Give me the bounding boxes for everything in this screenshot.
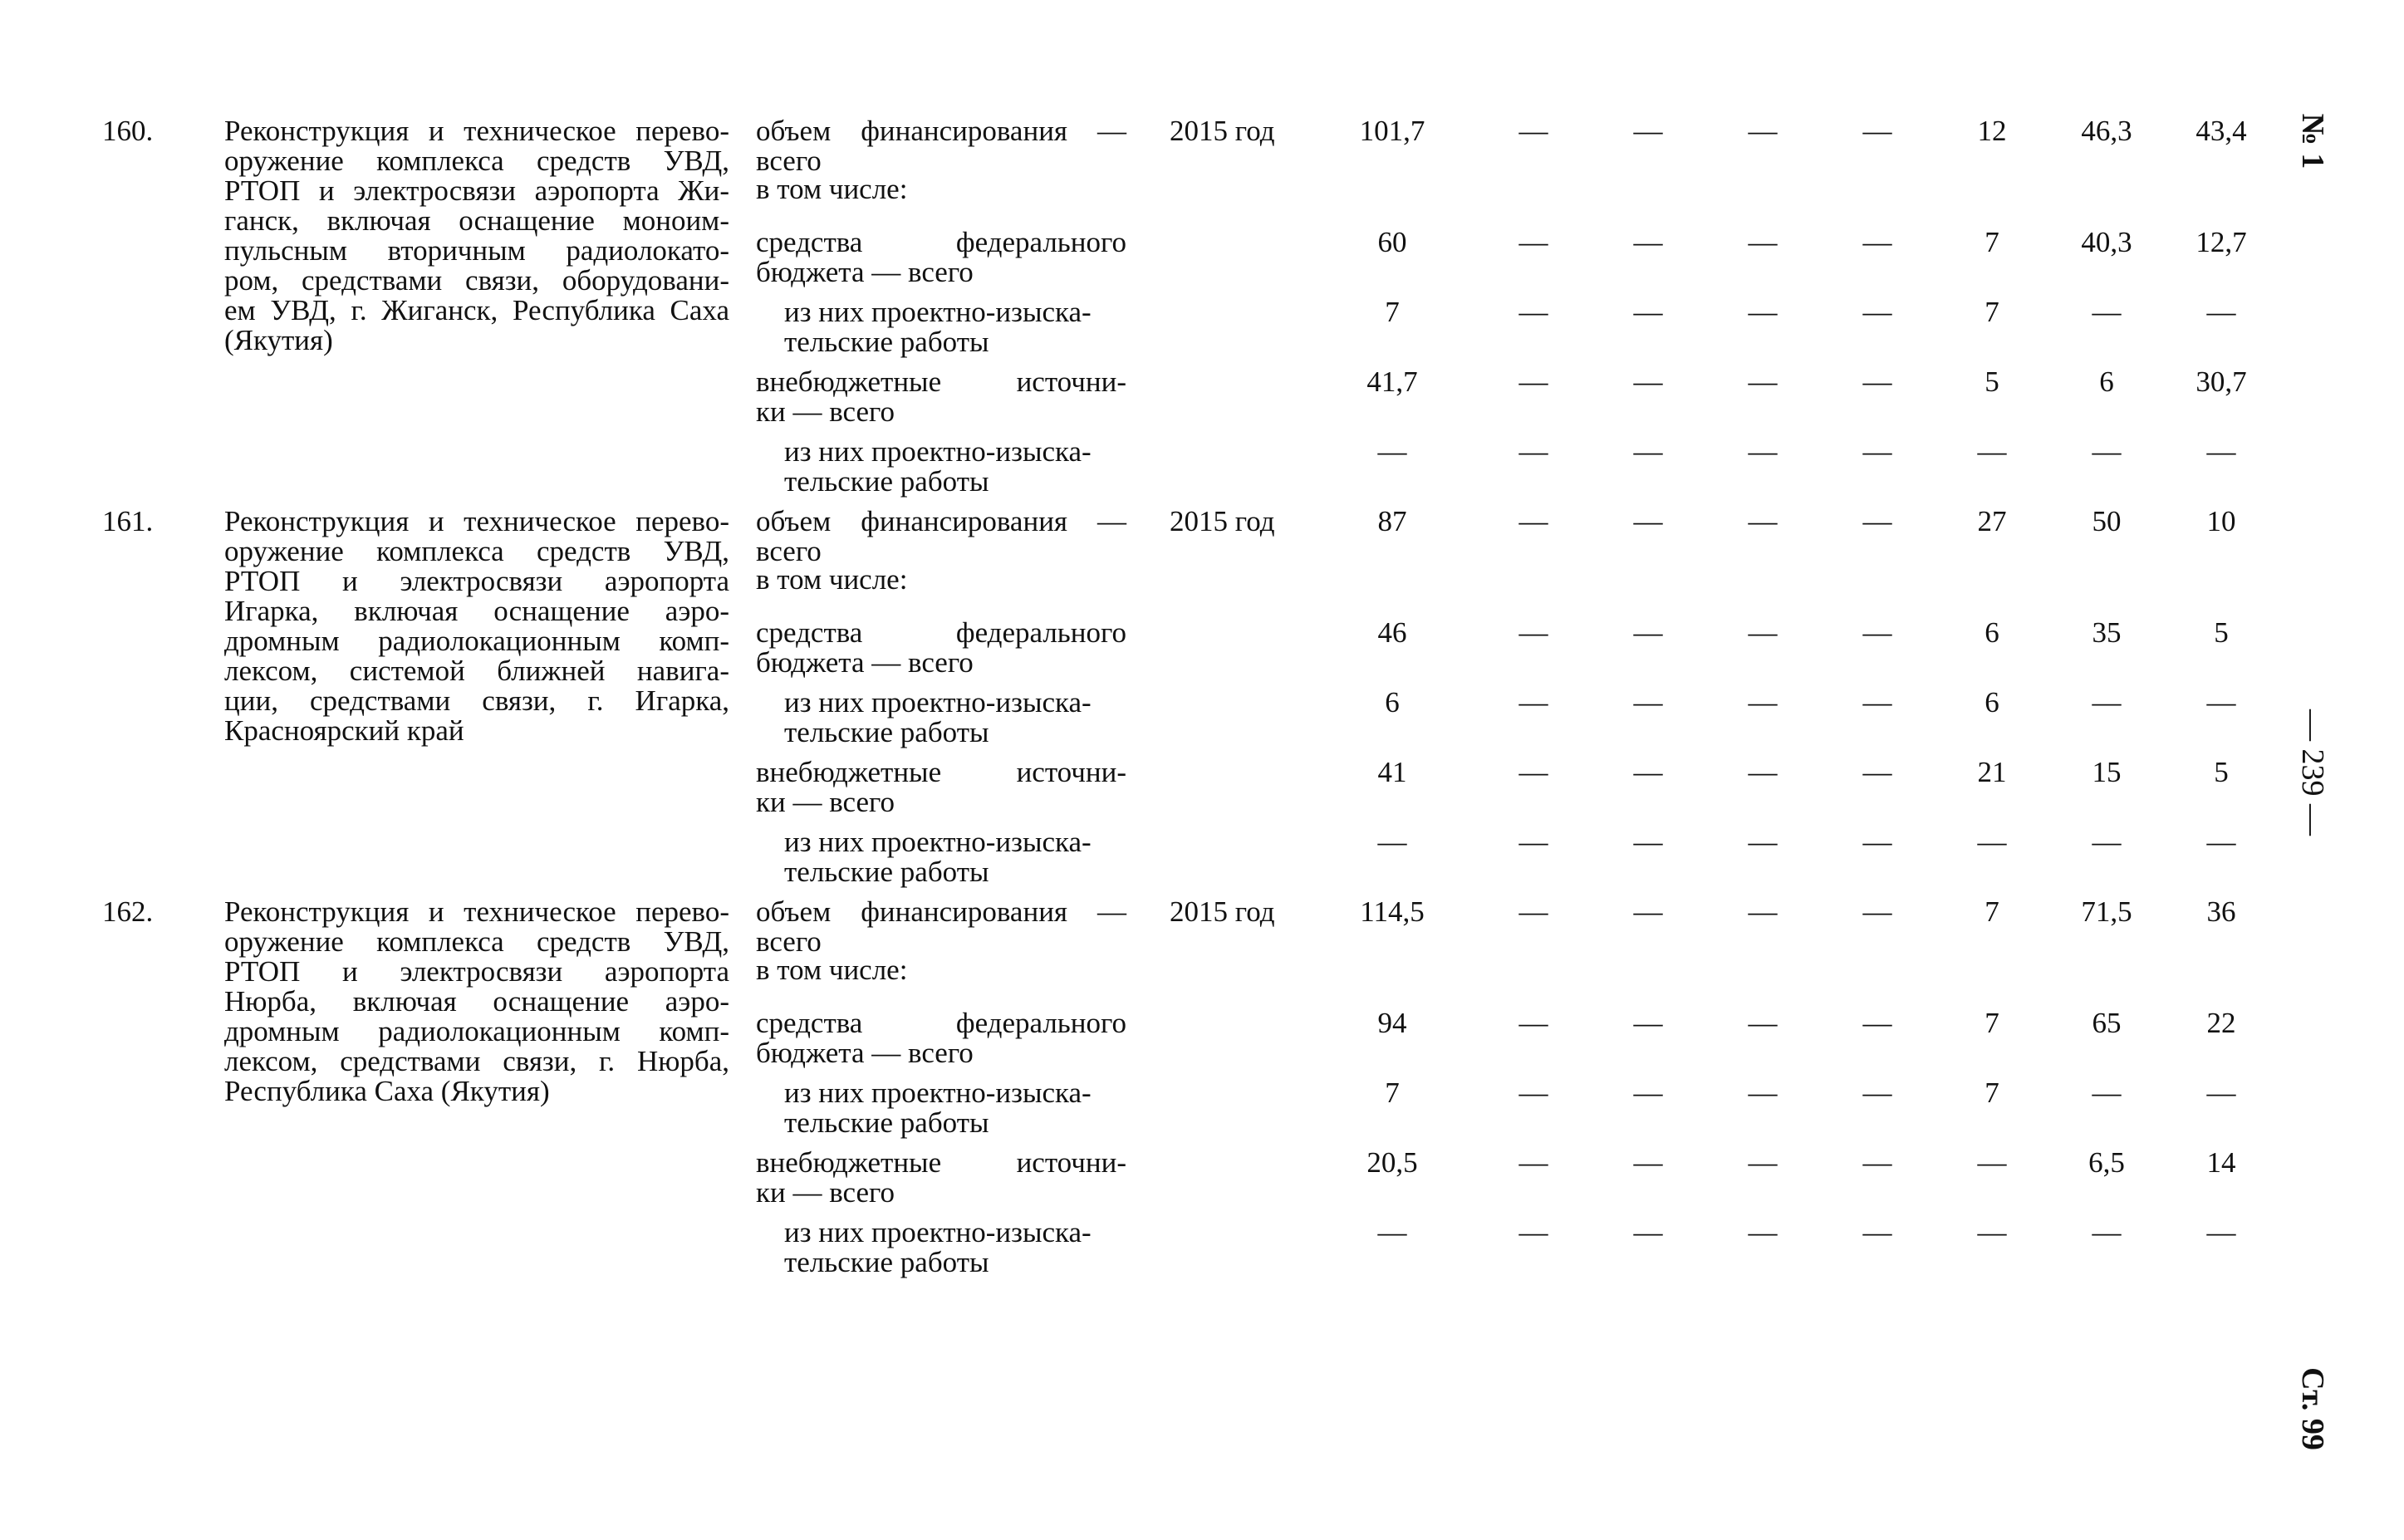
row-label-line: тельские работы	[784, 465, 989, 498]
description-line: дромным радиолокационным комп-	[224, 1015, 729, 1047]
value-cell: 7	[1985, 296, 1999, 328]
row-label-line: в том числе:	[756, 173, 908, 205]
value-cell: 41	[1377, 756, 1407, 788]
value-cell: —	[1518, 756, 1548, 788]
description-line: РТОП и электросвязи аэропорта	[224, 565, 729, 597]
description-line: лексом, средствами связи, г. Нюрба,	[224, 1045, 729, 1077]
description-line: Игарка, включая оснащение аэро-	[224, 595, 729, 627]
value-cell: —	[2206, 826, 2236, 858]
value-cell: 6	[2099, 365, 2114, 398]
value-cell: —	[1377, 1216, 1407, 1248]
description-line: дромным радиолокационным комп-	[224, 625, 729, 657]
value-cell: —	[1748, 826, 1778, 858]
value-cell: —	[1748, 1146, 1778, 1179]
row-label-line: тельские работы	[784, 1246, 989, 1278]
row-label	[756, 955, 1126, 985]
value-cell: —	[1862, 826, 1892, 858]
value-cell: —	[1633, 895, 1663, 928]
value-cell: —	[1518, 686, 1548, 719]
description-line: Нюрба, включая оснащение аэро-	[224, 985, 729, 1018]
value-cell: —	[1377, 826, 1407, 858]
value-cell: —	[1518, 435, 1548, 468]
row-label-line: тельские работы	[784, 326, 989, 358]
table-entry	[0, 507, 2404, 897]
value-cell: —	[2206, 686, 2236, 719]
row-label	[784, 827, 1126, 887]
value-cell: —	[1518, 895, 1548, 928]
value-cell: —	[1518, 616, 1548, 649]
value-cell: 71,5	[2081, 895, 2132, 928]
value-cell: 41,7	[1366, 365, 1418, 398]
table-entry	[0, 897, 2404, 1287]
row-label-line: объем финансирования —	[756, 505, 1126, 537]
value-cell: —	[1862, 895, 1892, 928]
value-cell: —	[1748, 1007, 1778, 1039]
value-cell: —	[1518, 1077, 1548, 1109]
value-cell: —	[1633, 686, 1663, 719]
row-label-line: объем финансирования —	[756, 895, 1126, 928]
value-cell: —	[1633, 826, 1663, 858]
row-label	[756, 228, 1126, 287]
row-label	[784, 1078, 1126, 1138]
row-label	[784, 688, 1126, 748]
value-cell: —	[1748, 435, 1778, 468]
value-cell: —	[1862, 1146, 1892, 1179]
value-cell: —	[1518, 365, 1548, 398]
issue-number: № 1	[2295, 113, 2330, 169]
value-cell: —	[1748, 226, 1778, 258]
row-label-line: ки — всего	[756, 395, 895, 428]
row-label-line: средства федерального	[756, 1007, 1126, 1039]
value-cell: —	[1518, 296, 1548, 328]
value-cell: —	[1748, 365, 1778, 398]
description-line: ганск, включая оснащение моноим-	[224, 204, 729, 237]
row-label-line: внебюджетные источни-	[756, 365, 1126, 398]
description-line: РТОП и электросвязи аэропорта Жи-	[224, 174, 729, 207]
entry-year: 2015 год	[1170, 505, 1275, 537]
value-cell: 6	[1985, 616, 1999, 649]
row-label-line: всего	[756, 925, 822, 958]
value-cell: 7	[1385, 1077, 1400, 1109]
row-label-line: из них проектно-изыска-	[784, 435, 1092, 468]
description-line: ем УВД, г. Жиганск, Республика Саха	[224, 294, 729, 326]
description-line: (Якутия)	[224, 324, 333, 356]
entry-description	[224, 507, 729, 746]
row-label-line: в том числе:	[756, 563, 908, 596]
value-cell: 35	[2092, 616, 2122, 649]
value-cell: 50	[2092, 505, 2122, 537]
value-cell: —	[1633, 756, 1663, 788]
value-cell: —	[2206, 435, 2236, 468]
row-label	[756, 1148, 1126, 1208]
value-cell: —	[1633, 616, 1663, 649]
value-cell: —	[1748, 616, 1778, 649]
row-label-line: в том числе:	[756, 954, 908, 986]
description-line: оружение комплекса средств УВД,	[224, 925, 729, 958]
value-cell: 5	[2214, 616, 2229, 649]
value-cell: —	[1977, 1216, 2007, 1248]
entry-description	[224, 897, 729, 1106]
value-cell: —	[2092, 1077, 2122, 1109]
value-cell: —	[1977, 826, 2007, 858]
value-cell: —	[1377, 435, 1407, 468]
value-cell: 101,7	[1359, 115, 1425, 147]
value-cell: —	[1862, 435, 1892, 468]
value-cell: 30,7	[2195, 365, 2247, 398]
entry-number: 161.	[102, 505, 154, 537]
value-cell: —	[1977, 435, 2007, 468]
value-cell: —	[1862, 616, 1892, 649]
value-cell: —	[1748, 686, 1778, 719]
value-cell: —	[2092, 1216, 2122, 1248]
value-cell: 36	[2206, 895, 2236, 928]
value-cell: —	[1862, 1007, 1892, 1039]
row-label-line: из них проектно-изыска-	[784, 686, 1092, 719]
row-label-line: из них проектно-изыска-	[784, 826, 1092, 858]
row-label	[756, 758, 1126, 817]
value-cell: 6	[1385, 686, 1400, 719]
row-label	[784, 1218, 1126, 1278]
value-cell: 6	[1985, 686, 1999, 719]
description-line: ции, средствами связи, г. Игарка,	[224, 684, 729, 717]
value-cell: —	[2206, 296, 2236, 328]
row-label-line: ки — всего	[756, 1176, 895, 1209]
value-cell: 27	[1977, 505, 2007, 537]
entry-number: 162.	[102, 895, 154, 928]
value-cell: —	[1748, 1216, 1778, 1248]
value-cell: —	[1748, 115, 1778, 147]
value-cell: 43,4	[2195, 115, 2247, 147]
value-cell: —	[1633, 435, 1663, 468]
value-cell: 12	[1977, 115, 2007, 147]
value-cell: 94	[1377, 1007, 1407, 1039]
value-cell: 5	[1985, 365, 1999, 398]
row-label	[756, 565, 1126, 595]
value-cell: 21	[1977, 756, 2007, 788]
page-number: — 239 —	[2295, 709, 2330, 836]
value-cell: —	[2092, 435, 2122, 468]
value-cell: —	[1633, 296, 1663, 328]
row-label-line: из них проектно-изыска-	[784, 296, 1092, 328]
value-cell: —	[1633, 365, 1663, 398]
value-cell: 65	[2092, 1007, 2122, 1039]
description-line: Реконструкция и техническое перево-	[224, 895, 729, 928]
value-cell: —	[1977, 1146, 2007, 1179]
value-cell: —	[2206, 1077, 2236, 1109]
row-label	[756, 116, 1126, 176]
value-cell: —	[2092, 826, 2122, 858]
value-cell: —	[1748, 505, 1778, 537]
value-cell: —	[1633, 1146, 1663, 1179]
row-label-line: внебюджетные источни-	[756, 1146, 1126, 1179]
value-cell: —	[1633, 1007, 1663, 1039]
description-line: пульсным вторичным радиолокато-	[224, 234, 729, 267]
row-label-line: средства федерального	[756, 226, 1126, 258]
row-label-line: тельские работы	[784, 856, 989, 888]
description-line: РТОП и электросвязи аэропорта	[224, 955, 729, 988]
description-line: оружение комплекса средств УВД,	[224, 535, 729, 567]
row-label	[784, 437, 1126, 497]
row-label-line: из них проектно-изыска-	[784, 1077, 1092, 1109]
value-cell: —	[1518, 505, 1548, 537]
value-cell: —	[1518, 226, 1548, 258]
description-line: Реконструкция и техническое перево-	[224, 505, 729, 537]
row-label-line: бюджета — всего	[756, 646, 974, 679]
entry-year: 2015 год	[1170, 115, 1275, 147]
value-cell: —	[1862, 226, 1892, 258]
value-cell: —	[2092, 296, 2122, 328]
entry-year: 2015 год	[1170, 895, 1275, 928]
value-cell: —	[2092, 686, 2122, 719]
value-cell: 20,5	[1366, 1146, 1418, 1179]
description-line: Красноярский край	[224, 714, 464, 747]
value-cell: 10	[2206, 505, 2236, 537]
value-cell: 7	[1985, 1077, 1999, 1109]
row-label	[756, 897, 1126, 957]
value-cell: —	[1633, 115, 1663, 147]
value-cell: 12,7	[2195, 226, 2247, 258]
row-label-line: всего	[756, 145, 822, 177]
value-cell: —	[1748, 1077, 1778, 1109]
value-cell: —	[1633, 505, 1663, 537]
row-label	[756, 507, 1126, 566]
row-label-line: бюджета — всего	[756, 1037, 974, 1069]
entry-description	[224, 116, 729, 356]
value-cell: 5	[2214, 756, 2229, 788]
value-cell: —	[1862, 365, 1892, 398]
value-cell: 7	[1985, 895, 1999, 928]
value-cell: —	[1633, 1077, 1663, 1109]
value-cell: 7	[1985, 226, 1999, 258]
value-cell: —	[1862, 1216, 1892, 1248]
description-line: Реконструкция и техническое перево-	[224, 115, 729, 147]
row-label	[756, 1008, 1126, 1068]
row-label-line: внебюджетные источни-	[756, 756, 1126, 788]
value-cell: 46	[1377, 616, 1407, 649]
row-label	[756, 174, 1126, 204]
row-label-line: тельские работы	[784, 1106, 989, 1139]
value-cell: 40,3	[2081, 226, 2132, 258]
value-cell: —	[1862, 756, 1892, 788]
row-label-line: бюджета — всего	[756, 256, 974, 288]
value-cell: 22	[2206, 1007, 2236, 1039]
description-line: ром, средствами связи, оборудовани-	[224, 264, 729, 297]
row-label-line: средства федерального	[756, 616, 1126, 649]
value-cell: —	[1748, 296, 1778, 328]
row-label-line: из них проектно-изыска-	[784, 1216, 1092, 1248]
value-cell: 87	[1377, 505, 1407, 537]
value-cell: 114,5	[1360, 895, 1425, 928]
description-line: Республика Саха (Якутия)	[224, 1075, 550, 1107]
value-cell: 6,5	[2088, 1146, 2125, 1179]
value-cell: —	[1518, 1216, 1548, 1248]
value-cell: —	[1633, 1216, 1663, 1248]
value-cell: 14	[2206, 1146, 2236, 1179]
value-cell: —	[1862, 296, 1892, 328]
row-label-line: ки — всего	[756, 786, 895, 818]
value-cell: —	[1518, 1007, 1548, 1039]
value-cell: —	[1518, 1146, 1548, 1179]
row-label	[756, 618, 1126, 678]
value-cell: 60	[1377, 226, 1407, 258]
value-cell: —	[1862, 1077, 1892, 1109]
value-cell: 7	[1985, 1007, 1999, 1039]
entry-number: 160.	[102, 115, 154, 147]
value-cell: —	[1518, 826, 1548, 858]
row-label-line: объем финансирования —	[756, 115, 1126, 147]
article-number: Ст. 99	[2295, 1367, 2330, 1450]
value-cell: 46,3	[2081, 115, 2132, 147]
value-cell: —	[2206, 1216, 2236, 1248]
value-cell: —	[1862, 686, 1892, 719]
value-cell: —	[1518, 115, 1548, 147]
value-cell: —	[1748, 895, 1778, 928]
row-label-line: тельские работы	[784, 716, 989, 748]
row-label-line: всего	[756, 535, 822, 567]
row-label	[756, 367, 1126, 427]
value-cell: —	[1862, 115, 1892, 147]
description-line: лексом, системой ближней навига-	[224, 655, 729, 687]
value-cell: —	[1633, 226, 1663, 258]
description-line: оружение комплекса средств УВД,	[224, 145, 729, 177]
row-label	[784, 297, 1126, 357]
value-cell: —	[1862, 505, 1892, 537]
value-cell: —	[1748, 756, 1778, 788]
table-entry	[0, 116, 2404, 507]
value-cell: 7	[1385, 296, 1400, 328]
value-cell: 15	[2092, 756, 2122, 788]
